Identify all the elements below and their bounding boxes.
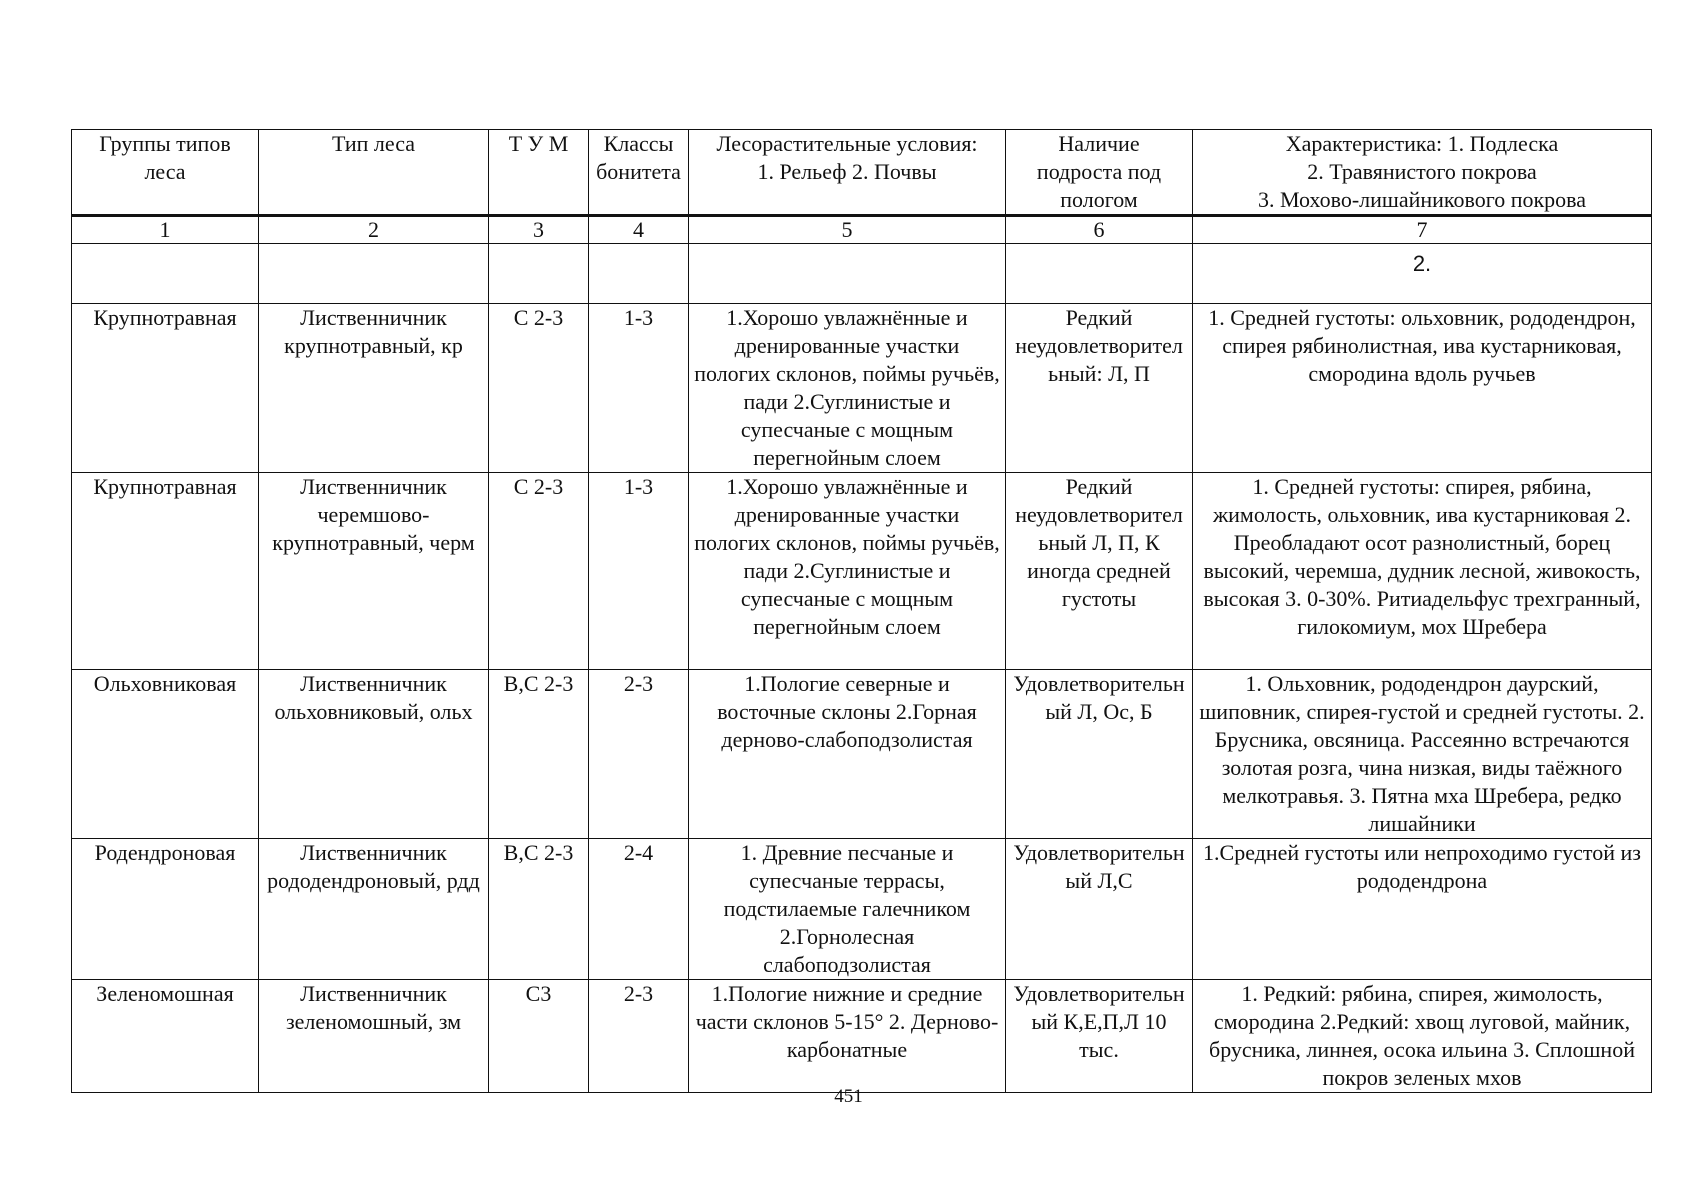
cell-forest-type: Лиственничник ольховниковый, ольх — [259, 670, 489, 839]
header-undergrowth: Наличие подроста под пологом — [1006, 130, 1193, 216]
table-cell — [72, 244, 259, 304]
table-cell — [259, 244, 489, 304]
cell-bonitet: 2-4 — [589, 839, 689, 980]
cell-conditions: 1.Пологие нижние и средние части склонов 5-15° 2. Дерново-карбонатные — [689, 980, 1006, 1093]
table-row — [72, 980, 1652, 1093]
cell-forest-group: Крупнотравная — [72, 473, 259, 670]
cell-characteristics: 1. Ольховник, рододендрон даурский, шиповник, спирея-густой и средней густоты. 2. Брусника, овсяница. Рассеянно встречаются золотая розга, чина низкая, виды таёжного мелкотравья. 3. Пятна мха Шребера, редко лишайники — [1193, 670, 1652, 839]
cell-forest-group: Родендроновая — [72, 839, 259, 980]
cell-forest-type: Лиственничник рододендроновый, рдд — [259, 839, 489, 980]
header-row — [72, 130, 1652, 216]
cell-conditions: 1. Древние песчаные и супесчаные террасы, подстилаемые галечником 2.Горнолесная слабоподзолистая — [689, 839, 1006, 980]
cell-characteristics: 1. Средней густоты: ольховник, рододендрон, спирея рябинолистная, ива кустарниковая, смородина вдоль ручьев — [1193, 304, 1652, 473]
cell-forest-type: Лиственничник крупнотравный, кр — [259, 304, 489, 473]
column-number: 3 — [489, 216, 589, 244]
forest-types-table — [71, 129, 1652, 1093]
table-cell — [689, 244, 1006, 304]
column-number: 5 — [689, 216, 1006, 244]
cell-characteristics: 1. Средней густоты: спирея, рябина, жимолость, ольховник, ива кустарниковая 2. Преобладают осот разнолистный, борец высокий, черемша, дудник лесной, живокость, высокая 3. 0-30%. Ритиадельфус трехгранный, гилокомиум, мох Шребера — [1193, 473, 1652, 670]
cell-characteristics: 1. Редкий: рябина, спирея, жимолость, смородина 2.Редкий: хвощ луговой, майник, брусника, линнея, осока ильина 3. Сплошной покров зеленых мхов — [1193, 980, 1652, 1093]
cell-undergrowth: Редкий неудовлетворительный Л, П, К иногда средней густоты — [1006, 473, 1193, 670]
column-number-row — [72, 216, 1652, 244]
cell-undergrowth: Удовлетворительный К,Е,П,Л 10 тыс. — [1006, 980, 1193, 1093]
header-forest-type: Тип леса — [259, 130, 489, 216]
cell-undergrowth: Удовлетворительный Л, Ос, Б — [1006, 670, 1193, 839]
cell-bonitet: 1-3 — [589, 473, 689, 670]
cell-forest-type: Лиственничник черемшово-крупнотравный, черм — [259, 473, 489, 670]
column-number: 2 — [259, 216, 489, 244]
table-cell — [1006, 244, 1193, 304]
cell-undergrowth: Удовлетворительный Л,С — [1006, 839, 1193, 980]
cell-bonitet: 2-3 — [589, 980, 689, 1093]
header-forest-group: Группы типов леса — [72, 130, 259, 216]
column-number: 4 — [589, 216, 689, 244]
column-number: 1 — [72, 216, 259, 244]
table-row — [72, 304, 1652, 473]
cell-conditions: 1.Хорошо увлажнённые и дренированные участки пологих склонов, поймы ручьёв, пади 2.Суглинистые и супесчаные с мощным перегнойным слоем — [689, 304, 1006, 473]
table-cell — [589, 244, 689, 304]
cell-tum: В,С 2-3 — [489, 839, 589, 980]
cell-conditions: 1.Пологие северные и восточные склоны 2.Горная дерново-слабоподзолистая — [689, 670, 1006, 839]
table-cell: 2. — [1193, 244, 1652, 304]
cell-undergrowth: Редкий неудовлетворительный: Л, П — [1006, 304, 1193, 473]
column-number: 6 — [1006, 216, 1193, 244]
cell-forest-group: Ольховниковая — [72, 670, 259, 839]
header-conditions: Лесорастительные условия: 1. Рельеф 2. Почвы — [689, 130, 1006, 216]
cell-characteristics: 1.Средней густоты или непроходимо густой из рододендрона — [1193, 839, 1652, 980]
column-number: 7 — [1193, 216, 1652, 244]
cell-conditions: 1.Хорошо увлажнённые и дренированные участки пологих склонов, поймы ручьёв, пади 2.Суглинистые и супесчаные с мощным перегнойным слоем — [689, 473, 1006, 670]
cell-tum: С 2-3 — [489, 473, 589, 670]
page-number: 451 — [834, 1086, 863, 1107]
cell-bonitet: 1-3 — [589, 304, 689, 473]
cell-forest-group: Крупнотравная — [72, 304, 259, 473]
cell-tum: С3 — [489, 980, 589, 1093]
table-row — [72, 473, 1652, 670]
header-characteristics: Характеристика: 1. Подлеска 2. Травянистого покрова 3. Мохово-лишайникового покрова — [1193, 130, 1652, 216]
table-row — [72, 839, 1652, 980]
cell-forest-type: Лиственничник зеленомошный, зм — [259, 980, 489, 1093]
cell-bonitet: 2-3 — [589, 670, 689, 839]
cell-tum: С 2-3 — [489, 304, 589, 473]
empty-table-row — [72, 244, 1652, 304]
cell-tum: В,С 2-3 — [489, 670, 589, 839]
table-row — [72, 670, 1652, 839]
header-tum: Т У М — [489, 130, 589, 216]
table-cell — [489, 244, 589, 304]
cell-forest-group: Зеленомошная — [72, 980, 259, 1093]
header-bonitet: Классы бонитета — [589, 130, 689, 216]
